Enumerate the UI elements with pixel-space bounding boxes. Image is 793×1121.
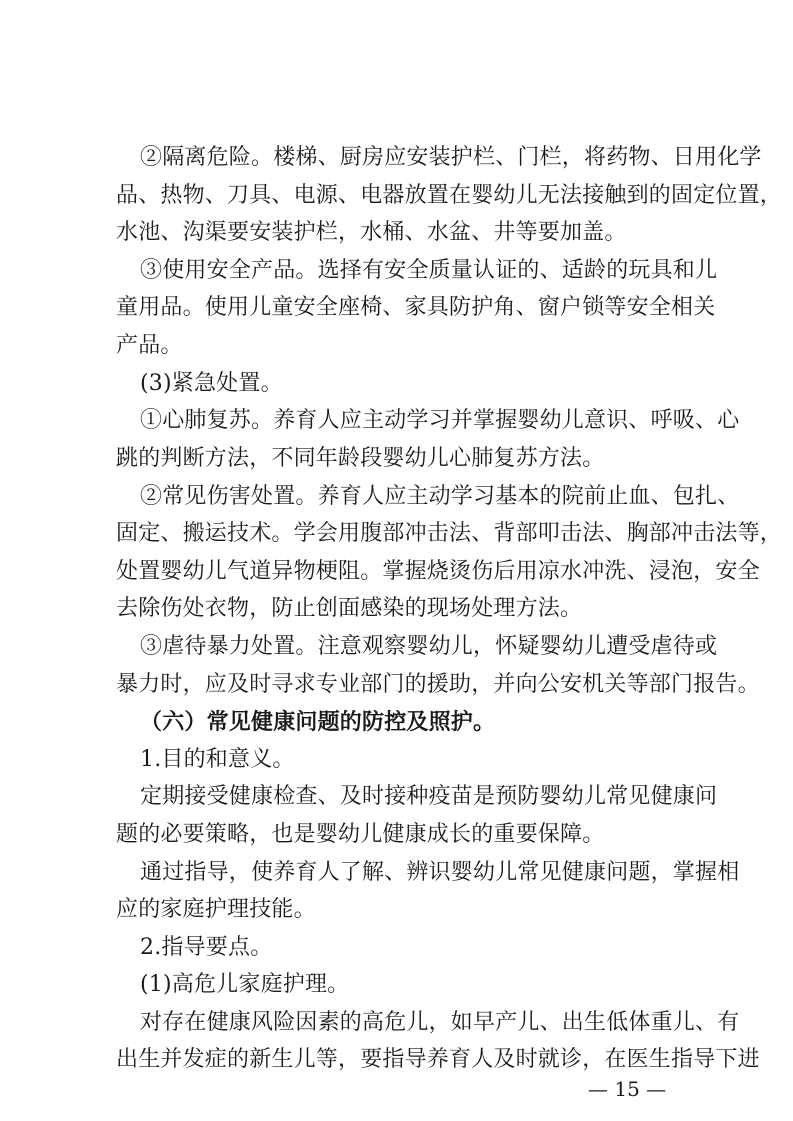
paragraph-line: ③虐待暴力处置。注意观察婴幼儿，怀疑婴幼儿遭受虐待或 <box>140 634 718 659</box>
paragraph-line: 童用品。使用儿童安全座椅、家具防护角、窗户锁等安全相关 <box>116 295 716 320</box>
paragraph-line: 品、热物、刀具、电源、电器放置在婴幼儿无法接触到的固定位置， <box>116 183 783 208</box>
paragraph-line: 定期接受健康检查、及时接种疫苗是预防婴幼儿常见健康问 <box>140 784 718 809</box>
paragraph-line: ②隔离危险。楼梯、厨房应安装护栏、门栏，将药物、日用化学 <box>140 145 762 170</box>
paragraph-line: 应的家庭护理技能。 <box>116 897 316 922</box>
paragraph-line: ②常见伤害处置。养育人应主动学习基本的院前止血、包扎、 <box>140 484 740 509</box>
paragraph-line: 对存在健康风险因素的高危儿，如早产儿、出生低体重儿、有 <box>140 1010 740 1035</box>
subsection-heading: (3)紧急处置。 <box>140 371 283 396</box>
subsection-heading: 2.指导要点。 <box>140 935 273 960</box>
paragraph-line: 固定、搬运技术。学会用腹部冲击法、背部叩击法、胸部冲击法等， <box>116 521 783 546</box>
subsection-heading: 1.目的和意义。 <box>140 747 295 772</box>
paragraph-line: 产品。 <box>116 333 183 358</box>
paragraph-line: 跳的判断方法，不同年龄段婴幼儿心肺复苏方法。 <box>116 446 605 471</box>
paragraph-line: 水池、沟渠要安装护栏，水桶、水盆、井等要加盖。 <box>116 220 627 245</box>
paragraph-line: 去除伤处衣物，防止创面感染的现场处理方法。 <box>116 596 583 621</box>
section-heading: （六）常见健康问题的防控及照护。 <box>140 709 496 735</box>
paragraph-line: 题的必要策略，也是婴幼儿健康成长的重要保障。 <box>116 822 605 847</box>
paragraph-line: 处置婴幼儿气道异物梗阻。掌握烧烫伤后用凉水冲洗、浸泡，安全 <box>116 559 760 584</box>
subsection-heading: (1)高危儿家庭护理。 <box>140 972 350 997</box>
paragraph-line: ①心肺复苏。养育人应主动学习并掌握婴幼儿意识、呼吸、心 <box>140 408 740 433</box>
paragraph-line: 出生并发症的新生儿等，要指导养育人及时就诊，在医生指导下进 <box>116 1047 760 1072</box>
paragraph-line: 暴力时，应及时寻求专业部门的援助，并向公安机关等部门报告。 <box>116 672 760 697</box>
paragraph-line: 通过指导，使养育人了解、辨识婴幼儿常见健康问题，掌握相 <box>140 860 740 885</box>
paragraph-line: ③使用安全产品。选择有安全质量认证的、适龄的玩具和儿 <box>140 258 718 283</box>
page-number: — 15 — <box>588 1077 667 1101</box>
